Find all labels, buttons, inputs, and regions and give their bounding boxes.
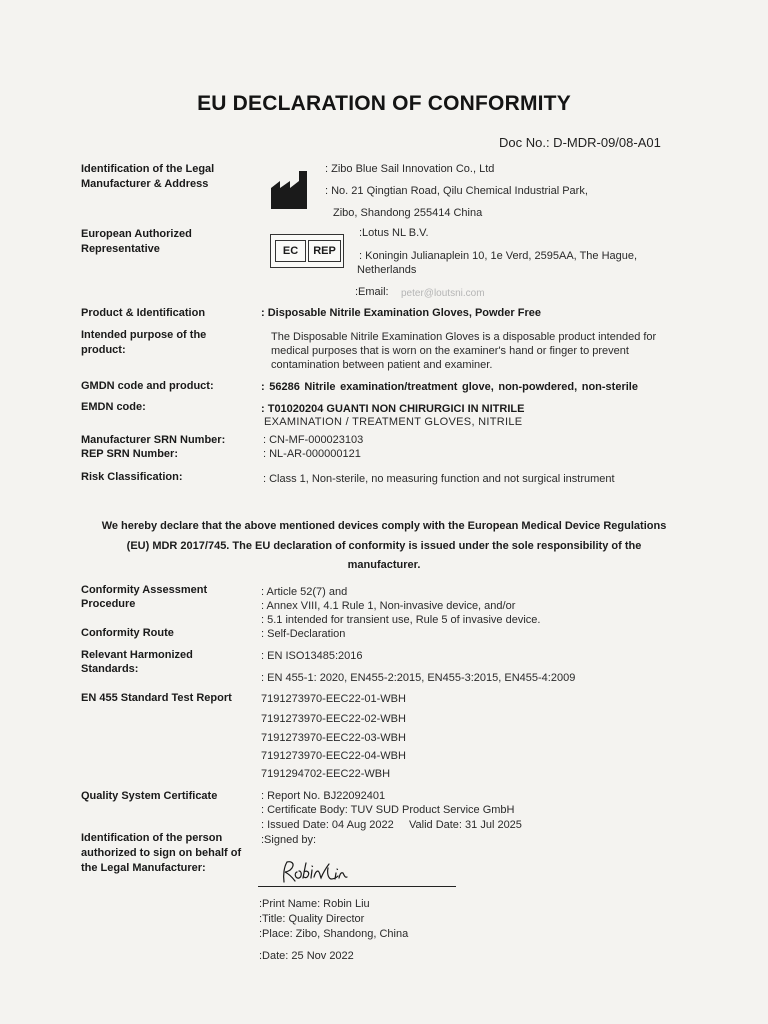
ec-symbol-text: EC bbox=[275, 240, 306, 262]
authorized-rep-name: :Lotus NL B.V. bbox=[359, 227, 429, 239]
conformity-route-label: Conformity Route bbox=[81, 627, 174, 639]
signatory-title: :Title: Quality Director bbox=[259, 913, 365, 925]
test-report-item: 7191294702-EEC22-WBH bbox=[261, 768, 391, 780]
declaration-line3: manufacturer. bbox=[347, 559, 421, 571]
product-value: : Disposable Nitrile Examination Gloves, Powder Free bbox=[261, 307, 541, 319]
rep-symbol-text: REP bbox=[308, 240, 341, 262]
rep-srn-label: REP SRN Number: bbox=[81, 448, 178, 460]
authorized-rep-address-line2: Netherlands bbox=[357, 264, 417, 276]
quality-certificate-line3: : Issued Date: 04 Aug 2022 Valid Date: 31 Jul 2025 bbox=[261, 819, 522, 831]
quality-certificate-line1: : Report No. BJ22092401 bbox=[261, 790, 386, 802]
rep-srn-value: : NL-AR-000000121 bbox=[263, 448, 361, 460]
signatory-place: :Place: Zibo, Shandong, China bbox=[259, 928, 409, 940]
signatory-date: :Date: 25 Nov 2022 bbox=[259, 950, 354, 962]
gmdn-label: GMDN code and product: bbox=[81, 380, 214, 392]
document-title: EU DECLARATION OF CONFORMITY bbox=[197, 92, 571, 115]
quality-certificate-label: Quality System Certificate bbox=[81, 790, 218, 802]
conformity-route-value: : Self-Declaration bbox=[261, 628, 346, 640]
risk-classification-label: Risk Classification: bbox=[81, 471, 183, 483]
manufacturer-address-line1: : No. 21 Qingtian Road, Qilu Chemical Industrial Park, bbox=[325, 185, 588, 197]
authorized-rep-address-line1: : Koningin Julianaplein 10, 1e Verd, 2595AA, The Hague, bbox=[359, 250, 638, 262]
manufacturer-name: : Zibo Blue Sail Innovation Co., Ltd bbox=[325, 163, 495, 175]
handwritten-signature bbox=[278, 858, 356, 886]
emdn-line2: EXAMINATION / TREATMENT GLOVES, NITRILE bbox=[264, 416, 523, 428]
intended-purpose-line3: contamination between patient and examiner. bbox=[271, 359, 493, 371]
test-report-item: 7191273970-EEC22-04-WBH bbox=[261, 750, 406, 762]
signatory-label-line3: the Legal Manufacturer: bbox=[81, 862, 206, 874]
test-report-item: 7191273970-EEC22-01-WBH bbox=[261, 693, 406, 705]
test-report-item: 7191273970-EEC22-03-WBH bbox=[261, 732, 406, 744]
signatory-label-line1: Identification of the person bbox=[81, 832, 223, 844]
risk-classification-value: : Class 1, Non-sterile, no measuring function and not surgical instrument bbox=[263, 473, 615, 485]
conformity-assessment-line1: : Article 52(7) and bbox=[261, 586, 348, 598]
emdn-line1: : T01020204 GUANTI NON CHIRURGICI IN NITRILE bbox=[261, 403, 525, 415]
conformity-assessment-label-line2: Procedure bbox=[81, 598, 136, 610]
conformity-assessment-line2: : Annex VIII, 4.1 Rule 1, Non-invasive device, and/or bbox=[261, 600, 516, 612]
test-report-label: EN 455 Standard Test Report bbox=[81, 692, 232, 704]
intended-purpose-label-line2: product: bbox=[81, 344, 126, 356]
authorized-rep-label-line1: European Authorized bbox=[81, 228, 192, 240]
intended-purpose-line1: The Disposable Nitrile Examination Gloves is a disposable product intended for bbox=[271, 331, 657, 343]
signatory-label-line2: authorized to sign on behalf of bbox=[81, 847, 242, 859]
signed-by-label: :Signed by: bbox=[261, 834, 317, 846]
quality-certificate-line2: : Certificate Body: TUV SUD Product Service GmbH bbox=[261, 804, 515, 816]
emdn-label: EMDN code: bbox=[81, 401, 146, 413]
gmdn-value: : 56286 Nitrile examination/treatment glove, non-powdered, non-sterile bbox=[261, 381, 638, 393]
authorized-rep-label-line2: Representative bbox=[81, 243, 160, 255]
authorized-rep-email-label: :Email: bbox=[355, 286, 389, 298]
manufacturer-factory-icon bbox=[270, 170, 312, 210]
standards-label-line1: Relevant Harmonized bbox=[81, 649, 193, 661]
standards-line2: : EN 455-1: 2020, EN455-2:2015, EN455-3:2015, EN455-4:2009 bbox=[261, 672, 576, 684]
manufacturer-address-line2: Zibo, Shandong 255414 China bbox=[333, 207, 483, 219]
ec-rep-symbol bbox=[270, 234, 344, 268]
print-name: :Print Name: Robin Liu bbox=[259, 898, 370, 910]
manufacturer-srn-value: : CN-MF-000023103 bbox=[263, 434, 364, 446]
standards-line1: : EN ISO13485:2016 bbox=[261, 650, 363, 662]
test-report-item: 7191273970-EEC22-02-WBH bbox=[261, 713, 406, 725]
conformity-assessment-label-line1: Conformity Assessment bbox=[81, 584, 208, 596]
declaration-line1: We hereby declare that the above mentioned devices comply with the European Medical Device Regulations bbox=[101, 520, 667, 532]
intended-purpose-line2: medical purposes that is worn on the examiner's hand or finger to prevent bbox=[271, 345, 629, 357]
signature-line bbox=[258, 886, 456, 887]
manufacturer-srn-label: Manufacturer SRN Number: bbox=[81, 434, 226, 446]
conformity-assessment-line3: : 5.1 intended for transient use, Rule 5 of invasive device. bbox=[261, 614, 541, 626]
declaration-line2: (EU) MDR 2017/745. The EU declaration of conformity is issued under the sole responsibility of the bbox=[126, 540, 642, 552]
manufacturer-label-line2: Manufacturer & Address bbox=[81, 178, 209, 190]
intended-purpose-label-line1: Intended purpose of the bbox=[81, 329, 207, 341]
authorized-rep-email-value: peter@loutsni.com bbox=[401, 288, 485, 299]
manufacturer-label-line1: Identification of the Legal bbox=[81, 163, 215, 175]
product-label: Product & Identification bbox=[81, 307, 206, 319]
doc-number: Doc No.: D-MDR-09/08-A01 bbox=[499, 135, 661, 150]
standards-label-line2: Standards: bbox=[81, 663, 139, 675]
